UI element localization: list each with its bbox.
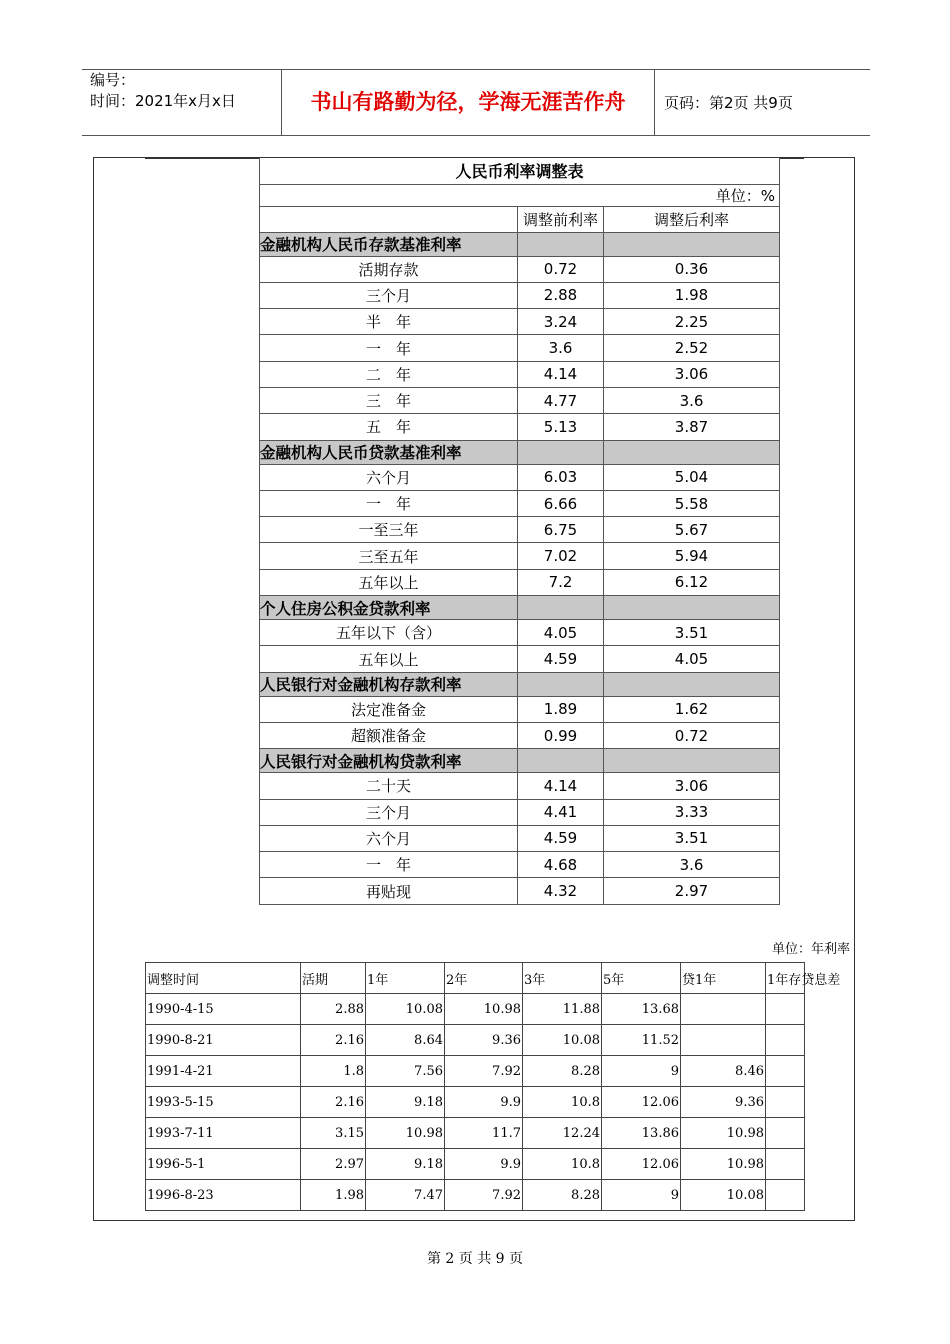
section-title: 人民银行对金融机构存款利率 [260,672,518,696]
rate-label: 活期存款 [260,256,518,282]
rate-row [260,414,780,440]
history-value-cell [766,1056,805,1087]
history-value-cell: 9.9 [445,1149,523,1180]
rate-after: 5.94 [604,543,780,569]
history-value-cell: 9.9 [445,1087,523,1118]
rate-after: 5.67 [604,517,780,543]
rate-after: 1.98 [604,282,780,308]
history-value-cell: 12.24 [523,1118,602,1149]
history-header-cell: 调整时间 [146,963,301,994]
history-value-cell: 7.92 [445,1180,523,1211]
rate-row [260,852,780,878]
history-value-cell: 9 [602,1056,681,1087]
history-value-cell: 10.98 [681,1149,766,1180]
rate-row [260,517,780,543]
rate-row [260,696,780,722]
history-value-cell: 10.08 [681,1180,766,1211]
history-value-cell: 10.98 [366,1118,445,1149]
history-value-cell [681,1025,766,1056]
rate-after: 4.05 [604,646,780,672]
rate-before: 3.24 [518,309,604,335]
history-row [146,1180,805,1211]
rate-before: 1.89 [518,696,604,722]
rate-after: 3.51 [604,620,780,646]
rate-row [260,722,780,748]
history-value-cell: 13.86 [602,1118,681,1149]
rate-before: 2.88 [518,282,604,308]
rate-label: 半 年 [260,309,518,335]
rate-row [260,387,780,413]
table-title: 人民币利率调整表 [260,158,780,184]
rate-after: 3.6 [604,387,780,413]
section-row [260,596,780,620]
rate-label: 超额准备金 [260,722,518,748]
history-value-cell: 12.06 [602,1087,681,1118]
history-value-cell: 8.46 [681,1056,766,1087]
history-date-cell: 1990-4-15 [146,994,301,1025]
history-header-cell: 活期 [301,963,366,994]
rate-label: 一 年 [260,335,518,361]
rate-row [260,773,780,799]
rate-after: 3.06 [604,773,780,799]
rate-before: 6.75 [518,517,604,543]
history-value-cell [766,1180,805,1211]
rate-before: 4.59 [518,825,604,851]
history-value-cell: 10.8 [523,1149,602,1180]
rate-row [260,878,780,904]
frame-tick [780,157,804,159]
history-date-cell: 1996-8-23 [146,1180,301,1211]
history-date-cell: 1990-8-21 [146,1025,301,1056]
history-value-cell: 10.8 [523,1087,602,1118]
rate-before: 4.59 [518,646,604,672]
rate-label: 一至三年 [260,517,518,543]
history-value-cell: 7.47 [366,1180,445,1211]
rate-label: 五年以下（含） [260,620,518,646]
rate-label: 二十天 [260,773,518,799]
history-value-cell: 13.68 [602,994,681,1025]
history-value-cell: 10.98 [681,1118,766,1149]
history-value-cell [766,994,805,1025]
rate-row [260,543,780,569]
history-value-cell [766,1118,805,1149]
rate-after: 3.06 [604,361,780,387]
rate-after: 2.97 [604,878,780,904]
history-value-cell: 11.7 [445,1118,523,1149]
history-value-cell: 2.16 [301,1087,366,1118]
number-label: 编号： [90,71,136,89]
rate-row [260,799,780,825]
history-value-cell: 9.36 [681,1087,766,1118]
rate-after: 2.52 [604,335,780,361]
rate-after: 5.58 [604,490,780,516]
history-value-cell: 2.97 [301,1149,366,1180]
rate-after: 1.62 [604,696,780,722]
rate-after: 3.6 [604,852,780,878]
rate-before: 4.14 [518,773,604,799]
rate-label: 三个月 [260,799,518,825]
rate-before: 3.6 [518,335,604,361]
rate-row [260,256,780,282]
section-blank [604,232,780,256]
section-title: 个人住房公积金贷款利率 [260,596,518,620]
history-header-cell: 2年 [445,963,523,994]
history-value-cell [766,1025,805,1056]
motto: 书山有路勤为径，学海无涯苦作舟 [310,89,626,114]
rate-label: 六个月 [260,464,518,490]
history-value-cell: 12.06 [602,1149,681,1180]
history-value-cell: 11.88 [523,994,602,1025]
section-blank [518,440,604,464]
rate-label: 六个月 [260,825,518,851]
history-value-cell [766,1087,805,1118]
rate-row [260,309,780,335]
rate-before: 7.02 [518,543,604,569]
rate-row [260,490,780,516]
section-blank [518,596,604,620]
history-row [146,994,805,1025]
history-rate-table [145,962,841,1211]
rate-row [260,569,780,595]
history-header-cell: 1年存贷息差 [766,963,805,994]
rate-row [260,282,780,308]
rate-row [260,335,780,361]
history-date-cell: 1993-5-15 [146,1087,301,1118]
header-meta [90,70,236,112]
header-divider [654,69,655,136]
section-blank [604,440,780,464]
column-header-before: 调整前利率 [518,206,604,232]
section-blank [604,672,780,696]
date-label: 时间：2021年x月x日 [90,92,236,110]
history-value-cell [766,1149,805,1180]
rate-label: 五年以上 [260,646,518,672]
rate-label: 法定准备金 [260,696,518,722]
history-header-cell: 3年 [523,963,602,994]
history-value-cell [681,994,766,1025]
history-value-cell: 3.15 [301,1118,366,1149]
history-value-cell: 10.08 [366,994,445,1025]
rate-after: 3.87 [604,414,780,440]
unit-label: 单位：% [260,184,780,206]
section-blank [604,749,780,773]
history-value-cell: 9.36 [445,1025,523,1056]
history-value-cell: 2.88 [301,994,366,1025]
section-blank [518,672,604,696]
section-blank [518,232,604,256]
rate-after: 5.04 [604,464,780,490]
frame-tick [145,157,259,159]
history-value-cell: 1.8 [301,1056,366,1087]
rate-label: 二 年 [260,361,518,387]
rate-before: 4.14 [518,361,604,387]
history-value-cell: 9.18 [366,1087,445,1118]
rate-label: 一 年 [260,490,518,516]
history-value-cell: 11.52 [602,1025,681,1056]
rate-after: 0.72 [604,722,780,748]
rate-label: 五 年 [260,414,518,440]
history-value-cell: 9.18 [366,1149,445,1180]
section-title: 人民银行对金融机构贷款利率 [260,749,518,773]
history-date-cell: 1991-4-21 [146,1056,301,1087]
history-value-cell: 1.98 [301,1180,366,1211]
history-value-cell: 8.28 [523,1180,602,1211]
rate-label: 五年以上 [260,569,518,595]
history-header-cell: 贷1年 [681,963,766,994]
history-value-cell: 2.16 [301,1025,366,1056]
history-header-row [146,963,805,994]
history-value-cell: 10.08 [523,1025,602,1056]
section-blank [604,596,780,620]
history-row [146,1087,805,1118]
rate-before: 5.13 [518,414,604,440]
rate-row [260,361,780,387]
history-value-cell: 10.98 [445,994,523,1025]
rate-label: 三 年 [260,387,518,413]
history-value-cell: 7.56 [366,1056,445,1087]
history-header-cell: 1年 [366,963,445,994]
rate-after: 3.33 [604,799,780,825]
history-row [146,1149,805,1180]
section-row [260,440,780,464]
rate-after: 0.36 [604,256,780,282]
header-bottom-rule [82,135,870,136]
rate-before: 7.2 [518,569,604,595]
section-row [260,232,780,256]
page-footer: 第 2 页 共 9 页 [426,1251,524,1267]
history-value-cell: 7.92 [445,1056,523,1087]
history-value-cell: 8.28 [523,1056,602,1087]
rate-label: 三至五年 [260,543,518,569]
column-header-after: 调整后利率 [604,206,780,232]
page-info: 页码：第2页 共9页 [664,94,793,112]
rate-before: 4.05 [518,620,604,646]
rate-before: 4.32 [518,878,604,904]
rate-after: 3.51 [604,825,780,851]
rate-label: 三个月 [260,282,518,308]
section-title: 金融机构人民币存款基准利率 [260,232,518,256]
rate-label: 一 年 [260,852,518,878]
section-row [260,749,780,773]
history-unit-label: 单位：年利率 [771,942,850,957]
section-title: 金融机构人民币贷款基准利率 [260,440,518,464]
rate-row [260,464,780,490]
rate-before: 0.99 [518,722,604,748]
history-row [146,1118,805,1149]
rate-row [260,646,780,672]
history-value-cell: 9 [602,1180,681,1211]
rate-label: 再贴现 [260,878,518,904]
history-row [146,1056,805,1087]
section-blank [518,749,604,773]
section-row [260,672,780,696]
rate-row [260,620,780,646]
history-date-cell: 1996-5-1 [146,1149,301,1180]
rate-before: 6.66 [518,490,604,516]
rate-before: 4.77 [518,387,604,413]
rate-before: 4.41 [518,799,604,825]
rate-row [260,825,780,851]
history-date-cell: 1993-7-11 [146,1118,301,1149]
rate-before: 6.03 [518,464,604,490]
rate-after: 6.12 [604,569,780,595]
header-blank [260,206,518,232]
history-row [146,1025,805,1056]
rate-adjustment-table [259,158,780,905]
history-value-cell: 8.64 [366,1025,445,1056]
rate-after: 2.25 [604,309,780,335]
rate-before: 4.68 [518,852,604,878]
history-header-cell: 5年 [602,963,681,994]
rate-before: 0.72 [518,256,604,282]
